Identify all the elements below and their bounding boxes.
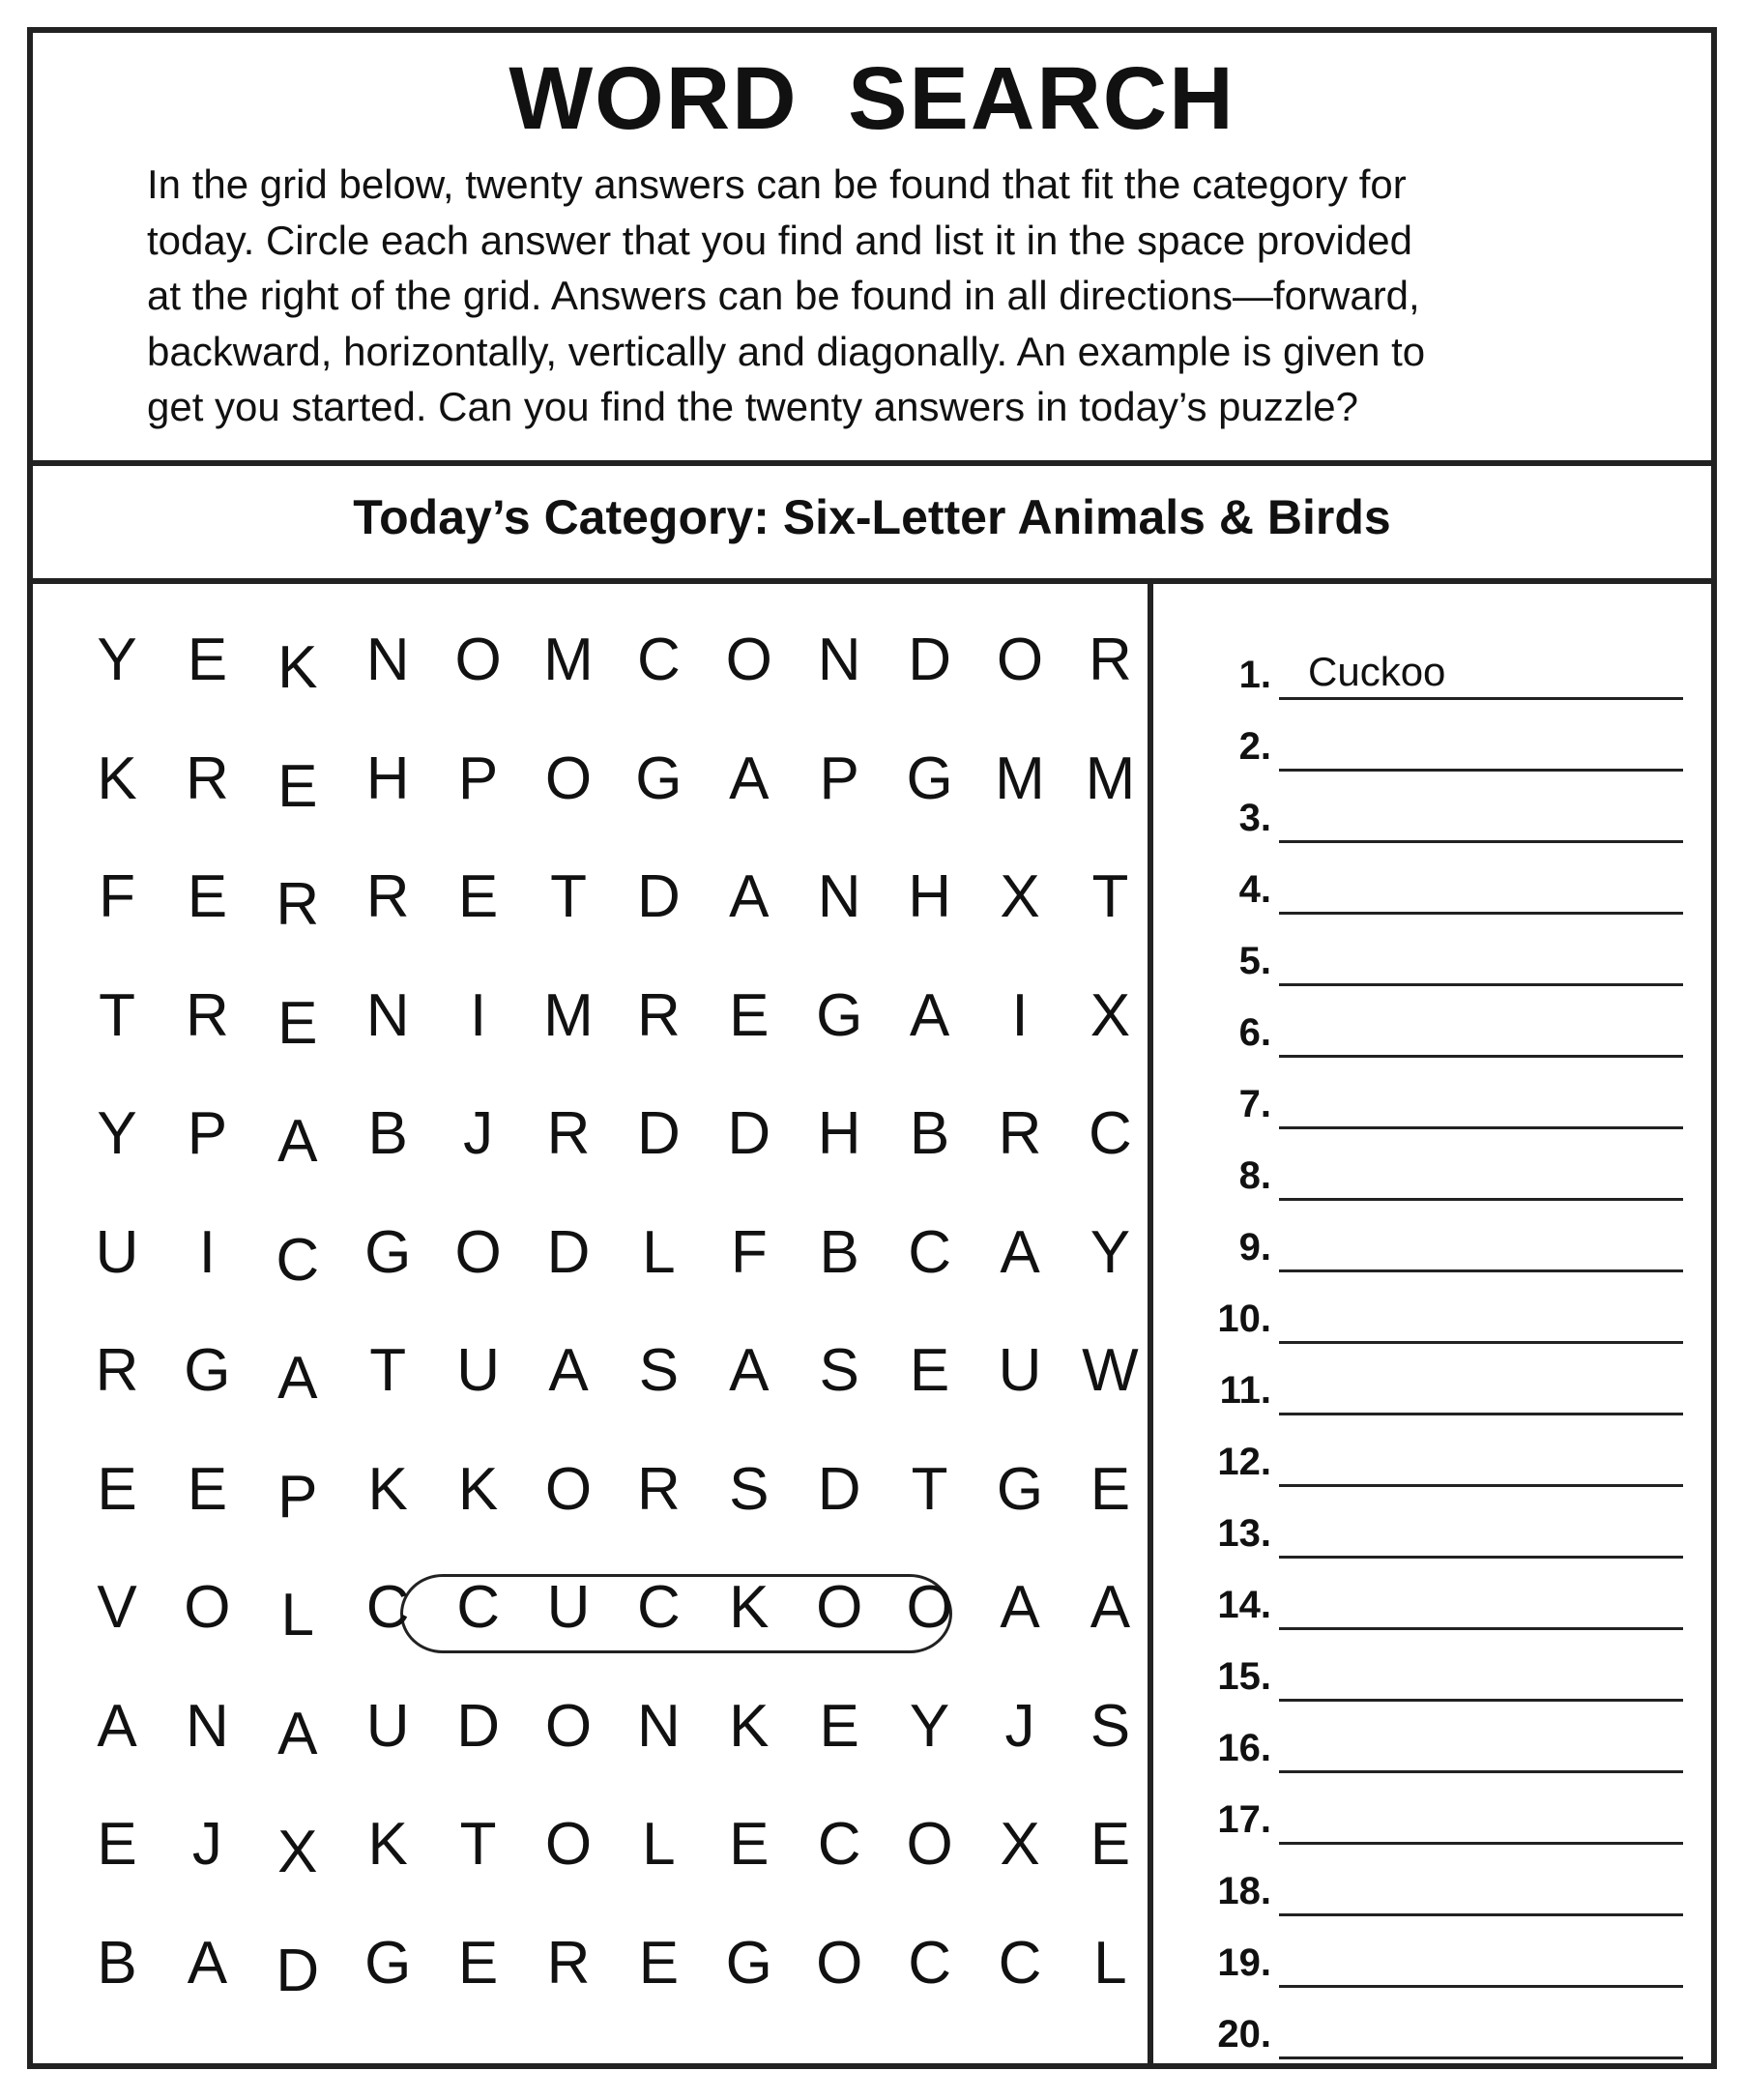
answer-blank[interactable]	[1279, 769, 1683, 772]
answer-number: 3.	[1238, 797, 1271, 839]
answer-blank[interactable]	[1279, 2056, 1683, 2059]
grid-letter[interactable]: L	[1093, 1929, 1127, 1997]
grid-letter[interactable]: E	[638, 1929, 680, 1997]
grid-letter[interactable]: C	[637, 627, 681, 693]
grid-letter[interactable]: E	[909, 1337, 950, 1404]
grid-letter[interactable]: E	[457, 1929, 499, 1997]
answer-number: 13.	[1217, 1512, 1271, 1555]
grid-letter[interactable]: C	[637, 1574, 681, 1641]
grid-letter[interactable]: O	[996, 627, 1044, 693]
answer-blank[interactable]	[1279, 1699, 1683, 1702]
answer-number: 10.	[1217, 1298, 1271, 1340]
grid-letter[interactable]: C	[908, 1929, 951, 1997]
answer-row	[1153, 1143, 1711, 1201]
grid-letter[interactable]: O	[906, 1574, 953, 1641]
answer-blank[interactable]	[1279, 1198, 1683, 1201]
answer-row	[1153, 857, 1711, 915]
grid-letter[interactable]: K	[277, 634, 318, 701]
grid-letter[interactable]: F	[99, 863, 135, 930]
grid-letter[interactable]: H	[365, 744, 410, 812]
grid-letter[interactable]: A	[277, 1345, 318, 1412]
instructions-line: backward, horizontally, vertically and diagonally. An example is given to	[147, 328, 1426, 374]
grid-letter[interactable]: K	[729, 1692, 770, 1760]
answer-blank[interactable]	[1279, 1913, 1683, 1916]
grid-letter[interactable]: O	[454, 1218, 502, 1286]
grid-letter[interactable]: K	[457, 1455, 499, 1523]
answer-number: 6.	[1238, 1011, 1271, 1054]
grid-letter[interactable]: N	[817, 863, 861, 930]
answer-number: 15.	[1217, 1655, 1271, 1698]
answer-number: 11.	[1219, 1369, 1271, 1412]
grid-letter[interactable]: A	[548, 1337, 589, 1404]
grid-letter[interactable]: C	[817, 1811, 861, 1878]
grid-letter[interactable]: B	[819, 1218, 859, 1286]
grid-letter[interactable]: B	[909, 1100, 950, 1167]
grid-letter[interactable]: R	[365, 863, 410, 930]
letter-grid	[33, 584, 1153, 2063]
puzzle-frame	[27, 27, 1717, 2069]
grid-letter[interactable]: E	[187, 863, 228, 930]
grid-letter[interactable]: A	[277, 1108, 318, 1175]
grid-letter[interactable]: P	[187, 1100, 228, 1167]
answer-number: 16.	[1217, 1727, 1271, 1769]
answer-number: 1.	[1238, 654, 1271, 696]
grid-letter[interactable]: A	[97, 1692, 137, 1760]
grid-letter[interactable]: N	[365, 981, 410, 1049]
grid-letter[interactable]: G	[996, 1455, 1044, 1523]
grid-letter[interactable]: E	[277, 989, 318, 1057]
grid-letter[interactable]: R	[637, 1455, 681, 1523]
answer-row	[1153, 1429, 1711, 1487]
answer-number: 7.	[1238, 1083, 1271, 1125]
grid-letter[interactable]: C	[1089, 1100, 1132, 1167]
grid-letter[interactable]: T	[1091, 863, 1129, 930]
grid-letter[interactable]: T	[911, 1455, 948, 1523]
answer-list	[1153, 584, 1711, 2063]
grid-letter[interactable]: Y	[97, 627, 137, 693]
grid-letter[interactable]: W	[1082, 1337, 1139, 1404]
grid-letter[interactable]: B	[367, 1100, 408, 1167]
grid-letter[interactable]: O	[544, 1455, 593, 1523]
instructions-line: get you started. Can you find the twenty answers in today’s puzzle?	[147, 384, 1358, 429]
grid-letter[interactable]: M	[995, 744, 1045, 812]
answer-number: 9.	[1238, 1226, 1271, 1269]
grid-letter[interactable]: A	[729, 744, 770, 812]
answer-blank[interactable]	[1279, 1126, 1683, 1129]
grid-letter[interactable]: C	[998, 1929, 1042, 1997]
grid-letter[interactable]: A	[1000, 1218, 1040, 1286]
answer-blank[interactable]	[1279, 1627, 1683, 1630]
grid-letter[interactable]: M	[1085, 744, 1136, 812]
grid-letter[interactable]: X	[1000, 863, 1040, 930]
grid-letter[interactable]: A	[909, 981, 950, 1049]
grid-letter[interactable]: T	[369, 1337, 407, 1404]
header-section	[33, 33, 1711, 466]
grid-letter[interactable]: X	[1090, 981, 1131, 1049]
answer-blank[interactable]	[1279, 1985, 1683, 1988]
answer-blank[interactable]	[1279, 840, 1683, 843]
grid-letter[interactable]: N	[637, 1692, 681, 1760]
grid-letter[interactable]: S	[1090, 1692, 1131, 1760]
answer-blank[interactable]	[1279, 1055, 1683, 1058]
answer-row	[1153, 1214, 1711, 1272]
grid-letter[interactable]: B	[97, 1929, 137, 1997]
grid-letter[interactable]: D	[908, 627, 951, 693]
grid-letter[interactable]: L	[280, 1582, 315, 1648]
grid-letter[interactable]: E	[277, 752, 318, 820]
grid-letter[interactable]: N	[817, 627, 861, 693]
answer-number: 17.	[1217, 1798, 1271, 1841]
grid-letter[interactable]: S	[638, 1337, 680, 1404]
grid-letter[interactable]: R	[1089, 627, 1132, 693]
answer-row	[1153, 1930, 1711, 1988]
grid-letter[interactable]: G	[906, 744, 953, 812]
grid-letter[interactable]: J	[463, 1100, 494, 1167]
answer-number: 12.	[1217, 1441, 1271, 1483]
grid-letter[interactable]: R	[186, 981, 229, 1049]
answer-blank[interactable]	[1279, 1269, 1683, 1272]
grid-letter[interactable]: E	[187, 1455, 228, 1523]
answer-row	[1153, 1572, 1711, 1630]
grid-letter[interactable]: U	[365, 1692, 410, 1760]
grid-letter[interactable]: N	[365, 627, 410, 693]
answer-number: 19.	[1217, 1941, 1271, 1984]
grid-letter[interactable]: C	[365, 1574, 410, 1641]
answer-row	[1153, 1644, 1711, 1702]
grid-letter[interactable]: R	[546, 1929, 591, 1997]
category-section	[33, 466, 1711, 584]
category-label: Today’s Category: Six-Letter Animals & Birds	[353, 490, 1391, 544]
grid-letter[interactable]: O	[906, 1811, 953, 1878]
instructions	[147, 157, 1694, 435]
grid-letter[interactable]: G	[364, 1929, 412, 1997]
grid-letter[interactable]: E	[97, 1811, 137, 1878]
answer-text: Cuckoo	[1308, 649, 1446, 694]
instructions-line: In the grid below, twenty answers can be found that fit the category for	[147, 161, 1407, 207]
grid-letter[interactable]: I	[198, 1218, 216, 1286]
answer-blank[interactable]	[1279, 1413, 1683, 1415]
answer-number: 2.	[1238, 725, 1271, 768]
grid-letter[interactable]: E	[97, 1455, 137, 1523]
answer-blank[interactable]	[1279, 983, 1683, 986]
grid-letter[interactable]: P	[457, 744, 499, 812]
grid-letter[interactable]: A	[1090, 1574, 1131, 1641]
grid-letter[interactable]: O	[184, 1574, 231, 1641]
grid-letter[interactable]: M	[543, 627, 594, 693]
grid-letter[interactable]: L	[642, 1218, 676, 1286]
grid-letter[interactable]: A	[729, 1337, 770, 1404]
grid-letter[interactable]: R	[546, 1100, 591, 1167]
grid-letter[interactable]: H	[817, 1100, 861, 1167]
grid-letter[interactable]: N	[186, 1692, 229, 1760]
grid-letter[interactable]: C	[908, 1218, 951, 1286]
grid-letter[interactable]: E	[729, 981, 770, 1049]
grid-letter[interactable]: E	[457, 863, 499, 930]
grid-letter[interactable]: T	[550, 863, 587, 930]
grid-letter[interactable]: P	[277, 1463, 318, 1531]
answer-row	[1153, 1000, 1711, 1058]
answer-number: 14.	[1217, 1584, 1271, 1626]
answer-row	[1153, 928, 1711, 986]
grid-letter[interactable]: F	[730, 1218, 768, 1286]
grid-letter[interactable]: X	[1000, 1811, 1040, 1878]
grid-letter[interactable]: G	[635, 744, 683, 812]
grid-letter[interactable]: C	[276, 1226, 320, 1294]
answer-row	[1153, 1787, 1711, 1845]
grid-letter[interactable]: K	[729, 1574, 770, 1641]
grid-letter[interactable]: D	[817, 1455, 861, 1523]
answer-number: 5.	[1238, 940, 1271, 982]
grid-letter[interactable]: Y	[97, 1100, 137, 1167]
answer-row	[1153, 785, 1711, 843]
answer-blank[interactable]	[1279, 1556, 1683, 1559]
grid-letter[interactable]: Y	[1090, 1218, 1131, 1286]
grid-letter[interactable]: O	[816, 1929, 863, 1997]
grid-letter[interactable]: K	[367, 1455, 408, 1523]
grid-letter[interactable]: A	[187, 1929, 228, 1997]
grid-letter[interactable]: D	[637, 863, 681, 930]
grid-letter[interactable]: G	[816, 981, 863, 1049]
grid-letter[interactable]: R	[998, 1100, 1042, 1167]
grid-letter[interactable]: O	[454, 627, 502, 693]
answer-row	[1153, 1715, 1711, 1773]
answer-number: 8.	[1238, 1154, 1271, 1197]
grid-letter[interactable]: E	[729, 1811, 770, 1878]
grid-letter[interactable]: I	[1011, 981, 1029, 1049]
puzzle-body	[33, 584, 1711, 2063]
grid-letter[interactable]: J	[191, 1811, 222, 1878]
answer-blank[interactable]	[1279, 1842, 1683, 1845]
answer-row	[1153, 1357, 1711, 1415]
grid-letter[interactable]: U	[546, 1574, 591, 1641]
answer-row	[1153, 1286, 1711, 1344]
grid-letter[interactable]: E	[1090, 1455, 1131, 1523]
answer-blank[interactable]	[1279, 1341, 1683, 1344]
answer-blank[interactable]	[1279, 1770, 1683, 1773]
answer-row	[1153, 1501, 1711, 1559]
grid-letter[interactable]: D	[546, 1218, 591, 1286]
grid-letter[interactable]: E	[819, 1692, 859, 1760]
grid-letter[interactable]: H	[908, 863, 951, 930]
grid-letter[interactable]: R	[276, 871, 320, 938]
grid-letter[interactable]: A	[729, 863, 770, 930]
grid-letter[interactable]: R	[95, 1337, 139, 1404]
grid-letter[interactable]: X	[277, 1819, 318, 1885]
answer-number: 20.	[1217, 2013, 1271, 2056]
grid-letter[interactable]: S	[729, 1455, 770, 1523]
grid-letter[interactable]: O	[544, 1811, 593, 1878]
answer-row	[1153, 714, 1711, 772]
grid-letter[interactable]: G	[725, 1929, 772, 1997]
grid-letter[interactable]: L	[642, 1811, 676, 1878]
answer-row	[1153, 1858, 1711, 1916]
grid-letter[interactable]: Y	[909, 1692, 950, 1760]
grid-letter[interactable]: O	[725, 627, 772, 693]
grid-letter[interactable]: O	[544, 1692, 593, 1760]
grid-letter[interactable]: E	[187, 627, 228, 693]
answer-number: 4.	[1238, 868, 1271, 911]
answer-blank[interactable]	[1279, 697, 1683, 700]
grid-letter[interactable]: O	[544, 744, 593, 812]
grid-letter[interactable]: C	[456, 1574, 500, 1641]
answer-row	[1153, 2001, 1711, 2059]
grid-letter[interactable]: U	[95, 1218, 139, 1286]
grid-letter[interactable]: I	[469, 981, 487, 1049]
grid-letter[interactable]: R	[637, 981, 681, 1049]
instructions-line: today. Circle each answer that you find and list it in the space provided	[147, 217, 1412, 263]
grid-letter[interactable]: E	[1090, 1811, 1131, 1878]
grid-letter[interactable]: D	[456, 1692, 500, 1760]
grid-letter[interactable]: R	[186, 744, 229, 812]
page-title: WORD SEARCH	[509, 49, 1235, 148]
answer-row	[1153, 1071, 1711, 1129]
grid-letter[interactable]: G	[364, 1218, 412, 1286]
grid-letter[interactable]: A	[277, 1700, 318, 1767]
grid-letter[interactable]: K	[367, 1811, 408, 1878]
grid-letter[interactable]: A	[1000, 1574, 1040, 1641]
grid-letter[interactable]: P	[819, 744, 859, 812]
grid-letter[interactable]: T	[459, 1811, 497, 1878]
grid-letter[interactable]: T	[99, 981, 135, 1049]
answer-blank[interactable]	[1279, 912, 1683, 915]
answer-blank[interactable]	[1279, 1484, 1683, 1487]
grid-letter[interactable]: G	[184, 1337, 231, 1404]
answer-row	[1153, 642, 1711, 700]
grid-letter[interactable]: V	[97, 1574, 137, 1641]
instructions-line: at the right of the grid. Answers can be found in all directions—forward,	[147, 273, 1420, 318]
grid-letter[interactable]: D	[727, 1100, 771, 1167]
grid-letter[interactable]: D	[276, 1937, 320, 2004]
grid-letter[interactable]: J	[1004, 1692, 1035, 1760]
grid-letter[interactable]: M	[543, 981, 594, 1049]
grid-letter[interactable]: O	[816, 1574, 863, 1641]
answer-number: 18.	[1217, 1870, 1271, 1912]
grid-letter[interactable]: S	[819, 1337, 859, 1404]
grid-letter[interactable]: U	[456, 1337, 500, 1404]
grid-letter[interactable]: K	[97, 744, 137, 812]
grid-letter[interactable]: U	[998, 1337, 1042, 1404]
grid-letter[interactable]: D	[637, 1100, 681, 1167]
